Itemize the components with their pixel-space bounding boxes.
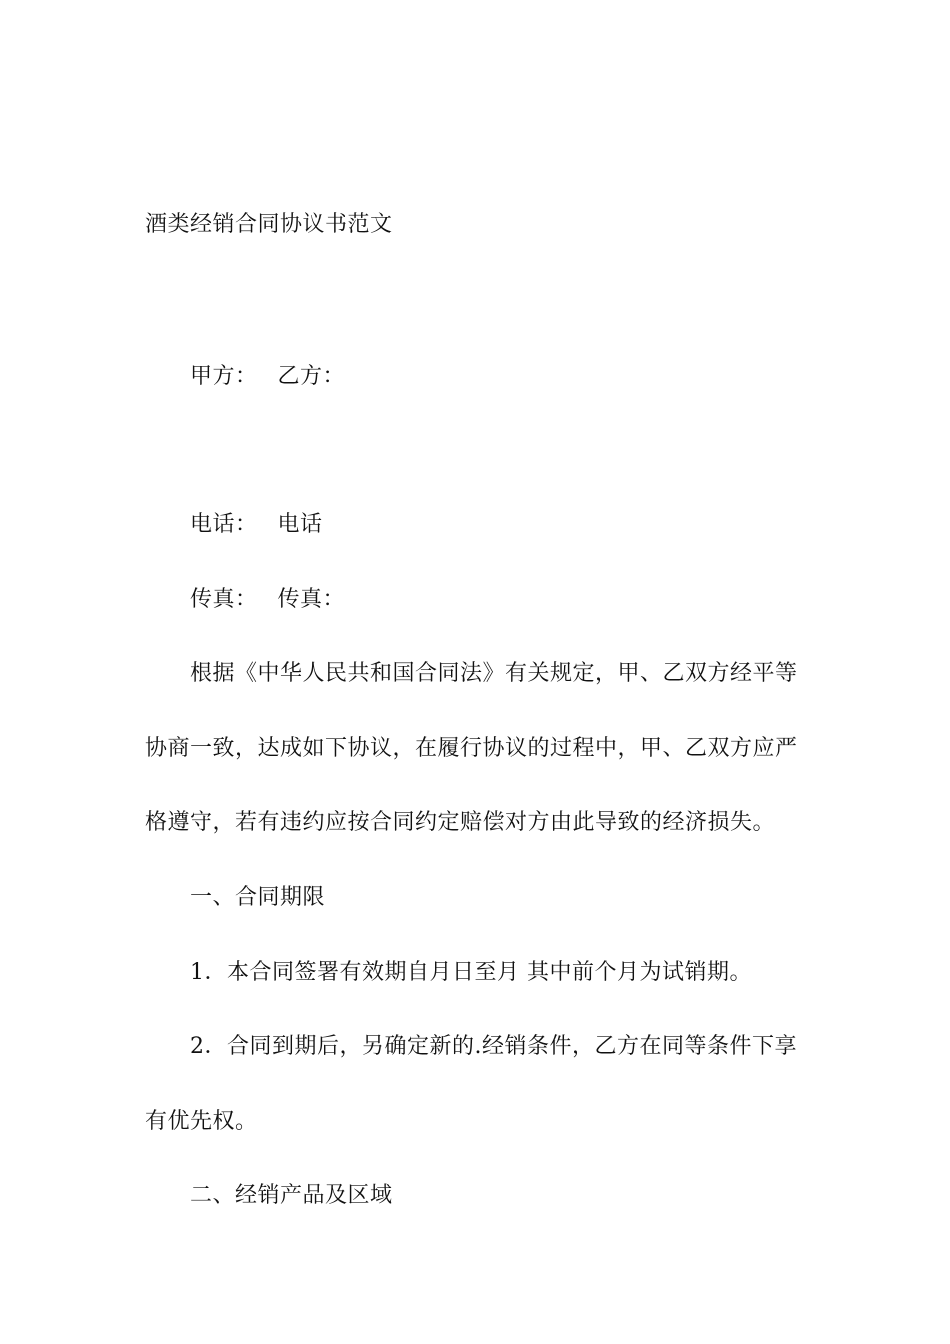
phone-line bbox=[190, 510, 323, 540]
parties-line bbox=[190, 362, 345, 392]
document-title: 酒类经销合同协议书范文 bbox=[145, 212, 393, 237]
section-2-heading: 二、经销产品及区域 bbox=[190, 1183, 393, 1208]
intro-paragraph-line-2: 协商一致，达成如下协议，在履行协议的过程中，甲、乙双方应严 bbox=[145, 736, 798, 761]
party-a-label: 甲方： bbox=[190, 364, 258, 389]
fax-a-label: 传真： bbox=[190, 587, 258, 612]
intro-paragraph-line-1: 根据《中华人民共和国合同法》有关规定，甲、乙双方经平等 bbox=[190, 661, 798, 686]
section-1-item-2-line-1: 2．合同到期后，另确定新的.经销条件，乙方在同等条件下享 bbox=[190, 1034, 797, 1059]
phone-b-label: 电话 bbox=[277, 512, 323, 537]
fax-line bbox=[190, 585, 345, 615]
section-1-heading: 一、合同期限 bbox=[190, 885, 326, 910]
phone-a-label: 电话： bbox=[190, 512, 258, 537]
fax-b-label: 传真： bbox=[277, 587, 346, 612]
section-1-item-1: 1．本合同签署有效期自月日至月 其中前个月为试销期。 bbox=[190, 960, 752, 985]
intro-paragraph-line-3: 格遵守，若有违约应按合同约定赔偿对方由此导致的经济损失。 bbox=[145, 810, 776, 835]
section-1-item-2-line-2: 有优先权。 bbox=[145, 1109, 258, 1134]
party-b-label: 乙方： bbox=[277, 364, 346, 389]
